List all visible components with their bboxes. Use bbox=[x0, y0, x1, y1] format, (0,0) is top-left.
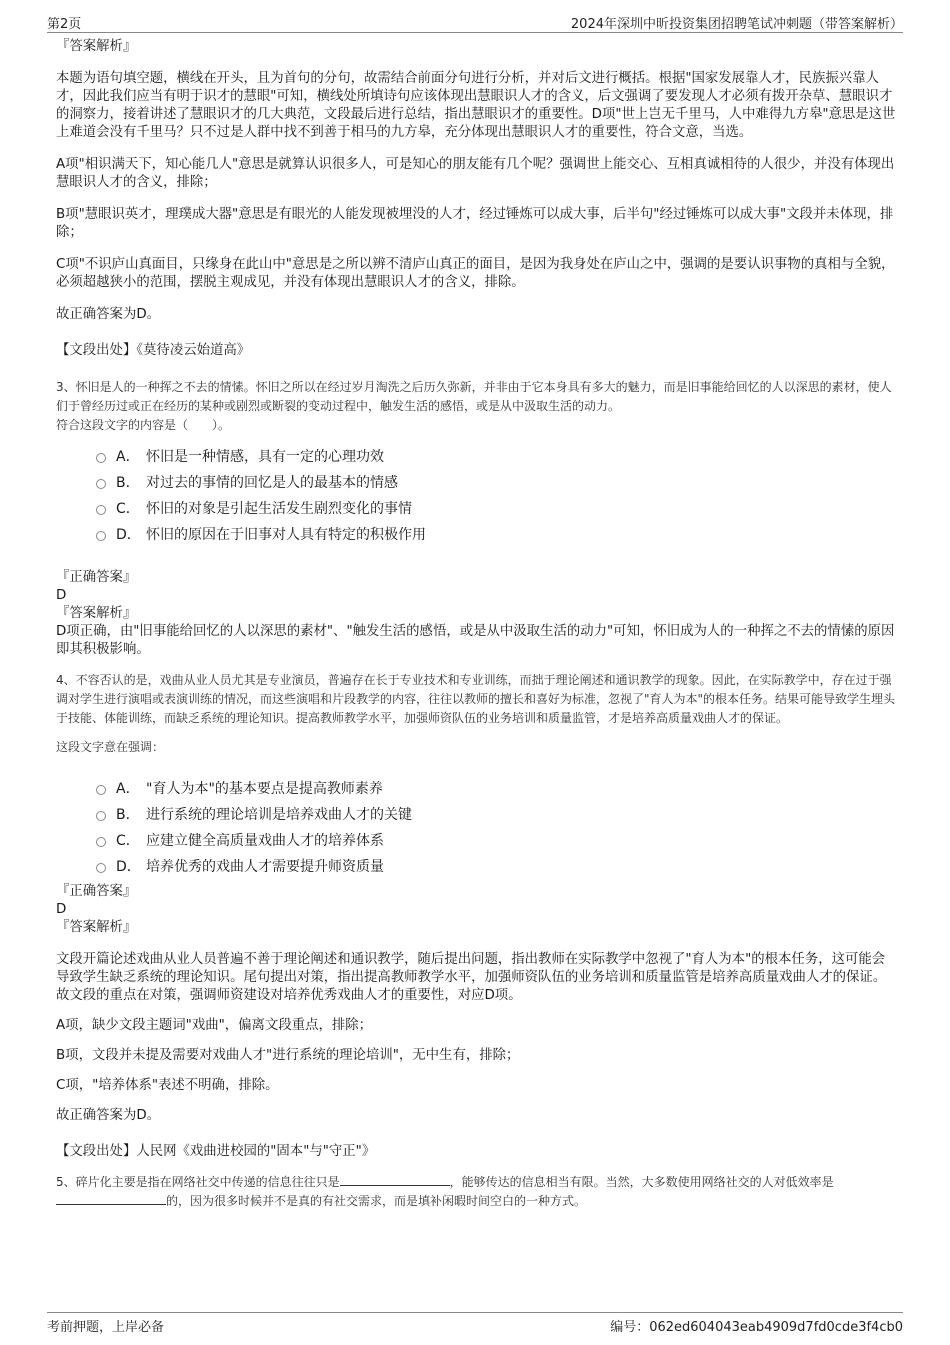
radio-button[interactable] bbox=[96, 505, 106, 515]
q2-option-a-explanation: A项"相识满天下，知心能几人"意思是就算认识很多人，可是知心的朋友能有几个呢？强调世上能交心、互相真诚相待的人很少，并没有体现出慧眼识人才的含义，排除； bbox=[56, 157, 895, 190]
q4-stem: 4、不容否认的是，戏曲从业人员尤其是专业演员，普遍存在长于专业技术和专业训练，而拙于理论阐述和通识教学的现象。因此，在实际教学中，存在过于强调对学生进行演唱或表演训练的情况，而这些演唱和片段教学的内容，往往以教师的擅长和喜好为标准，忽视了"育人为本"的根本任务。结果可能导致学生埋头于技能、体能训练，而缺乏系统的理论知识。提高教师教学水平，加强师资队伍的业务培训和质量监管，才是培养高质量戏曲人才的保证。 bbox=[56, 673, 896, 725]
q2-answer-line: 故正确答案为D。 bbox=[56, 307, 161, 322]
radio-button[interactable] bbox=[96, 837, 106, 847]
q2-analysis: 本题为语句填空题，横线在开头，且为首句的分句，故需结合前面分句进行分析，并对后文进行概括。根据"国家发展靠人才，民族振兴靠人才，因此我们应当有明于识才的慧眼"可知，横线处所填诗句应该体现出慧眼识人才的含义，后文强调了要发现人才必须有拨开杂草、慧眼识才的洞察力，接着讲述了慧眼识才的几大典范，文段最后进行总结，指出慧眼识才的重要性。D项"世上岂无千里马，人中难得九方皋"意思是这世上难道会没有千里马？只不过是人群中找不到善于相马的九方皋，充分体现出慧眼识人才的重要性，符合文意，当选。 bbox=[56, 71, 896, 140]
q4-option-c-explanation: C项，"培养体系"表述不明确，排除。 bbox=[56, 1078, 279, 1093]
q2-analysis-heading: 『答案解析』 bbox=[56, 39, 137, 54]
q3-option-c[interactable]: C． 怀旧的对象是引起生活发生剧烈变化的事情 bbox=[96, 495, 896, 521]
q3-analysis: D项正确，由"旧事能给回忆的人以深思的素材"、"触发生活的感悟，或是从中汲取生活的动力"可知，怀旧成为人的一种挥之不去的情愫的原因即其积极影响。 bbox=[56, 624, 895, 657]
document-title: 2024年深圳中昕投资集团招聘笔试冲刺题（带答案解析） bbox=[570, 17, 903, 32]
q4-options bbox=[96, 775, 896, 879]
q3-option-d[interactable]: D． 怀旧的原因在于旧事对人具有特定的积极作用 bbox=[96, 521, 896, 547]
q5-stem: 5、碎片化主要是指在网络社交中传递的信息往往只是 ，能够传达的信息相当有限。当然，大多数使用网络社交的人对低效率是的，因为很多时候并不是真的有社交需求，而是填补闲暇时间空白的一种方式。 bbox=[56, 1175, 834, 1208]
page-footer bbox=[47, 1312, 903, 1337]
q4-option-b[interactable]: B． 进行系统的理论培训是培养戏曲人才的关键 bbox=[96, 801, 896, 827]
q3-option-a[interactable]: A． 怀旧是一种情感，具有一定的心理功效 bbox=[96, 443, 896, 469]
q3-prompt: 符合这段文字的内容是（ ）。 bbox=[56, 418, 231, 432]
q4-analysis: 文段开篇论述戏曲从业人员普遍不善于理论阐述和通识教学，随后提出问题，指出教师在实际教学中忽视了"育人为本"的根本任务，这可能会导致学生缺乏系统的理论知识。尾句提出对策，指出提高教师教学水平，加强师资队伍的业务培训和质量监管是培养高质量戏曲人才的保证。故文段的重点在对策，强调师资建设对培养优秀戏曲人才的重要性，对应D项。 bbox=[56, 952, 887, 1003]
q4-option-c[interactable]: C． 应建立健全高质量戏曲人才的培养体系 bbox=[96, 827, 896, 853]
q3-answer: D bbox=[56, 588, 67, 603]
q2-source: 【文段出处】《莫待凌云始道高》 bbox=[56, 343, 251, 358]
main-content bbox=[56, 38, 896, 1211]
q2-option-c-explanation: C项"不识庐山真面目，只缘身在此山中"意思是之所以辨不清庐山真正的面目，是因为我身处在庐山之中，强调的是要认识事物的真相与全貌，必须超越狭小的范围，摆脱主观成见，并没有体现出慧眼识人才的含义，排除。 bbox=[56, 257, 895, 290]
radio-button[interactable] bbox=[96, 531, 106, 541]
q4-answer-line: 故正确答案为D。 bbox=[56, 1108, 161, 1123]
radio-button[interactable] bbox=[96, 785, 106, 795]
q4-source: 【文段出处】人民网《戏曲进校园的"固本"与"守正"》 bbox=[56, 1144, 376, 1159]
q4-option-b-explanation: B项，文段并未提及需要对戏曲人才"进行系统的理论培训"，无中生有，排除； bbox=[56, 1048, 520, 1063]
page-number: 第2页 bbox=[47, 17, 82, 32]
q3-options bbox=[96, 443, 896, 547]
q4-prompt: 这段文字意在强调： bbox=[56, 740, 165, 754]
page-header bbox=[47, 10, 903, 33]
q4-option-a[interactable]: A． "育人为本"的基本要点是提高教师素养 bbox=[96, 775, 896, 801]
q4-answer-heading: 『正确答案』 bbox=[56, 884, 137, 899]
q3-option-b[interactable]: B． 对过去的事情的回忆是人的最基本的情感 bbox=[96, 469, 896, 495]
q3-stem: 3、怀旧是人的一种挥之不去的情愫。怀旧之所以在经过岁月淘洗之后历久弥新，并非由于它本身具有多大的魅力，而是旧事能给回忆的人以深思的素材，使人们于曾经历过或正在经历的某种或剧烈或断裂的变动过程中，触发生活的感悟，或是从中汲取生活的动力。 bbox=[56, 380, 892, 413]
q4-answer: D bbox=[56, 902, 67, 917]
q2-option-b-explanation: B项"慧眼识英才，理璞成大器"意思是有眼光的人能发现被埋没的人才，经过锤炼可以成大事，后半句"经过锤炼可以成大事"文段并未体现，排除； bbox=[56, 207, 894, 240]
document-id: 编号：062ed604043eab4909d7fd0cde3f4cb0 bbox=[610, 1320, 903, 1335]
fill-blank-2[interactable] bbox=[56, 1192, 166, 1205]
q3-answer-heading: 『正确答案』 bbox=[56, 570, 137, 585]
radio-button[interactable] bbox=[96, 479, 106, 489]
footer-slogan: 考前押题，上岸必备 bbox=[47, 1320, 165, 1335]
q4-analysis-heading: 『答案解析』 bbox=[56, 920, 137, 935]
radio-button[interactable] bbox=[96, 811, 106, 821]
fill-blank-1[interactable] bbox=[340, 1173, 450, 1186]
radio-button[interactable] bbox=[96, 863, 106, 873]
q4-option-d[interactable]: D． 培养优秀的戏曲人才需要提升师资质量 bbox=[96, 853, 896, 879]
q3-analysis-heading: 『答案解析』 bbox=[56, 606, 137, 621]
radio-button[interactable] bbox=[96, 453, 106, 463]
q4-option-a-explanation: A项，缺少文段主题词"戏曲"，偏离文段重点，排除； bbox=[56, 1018, 373, 1033]
